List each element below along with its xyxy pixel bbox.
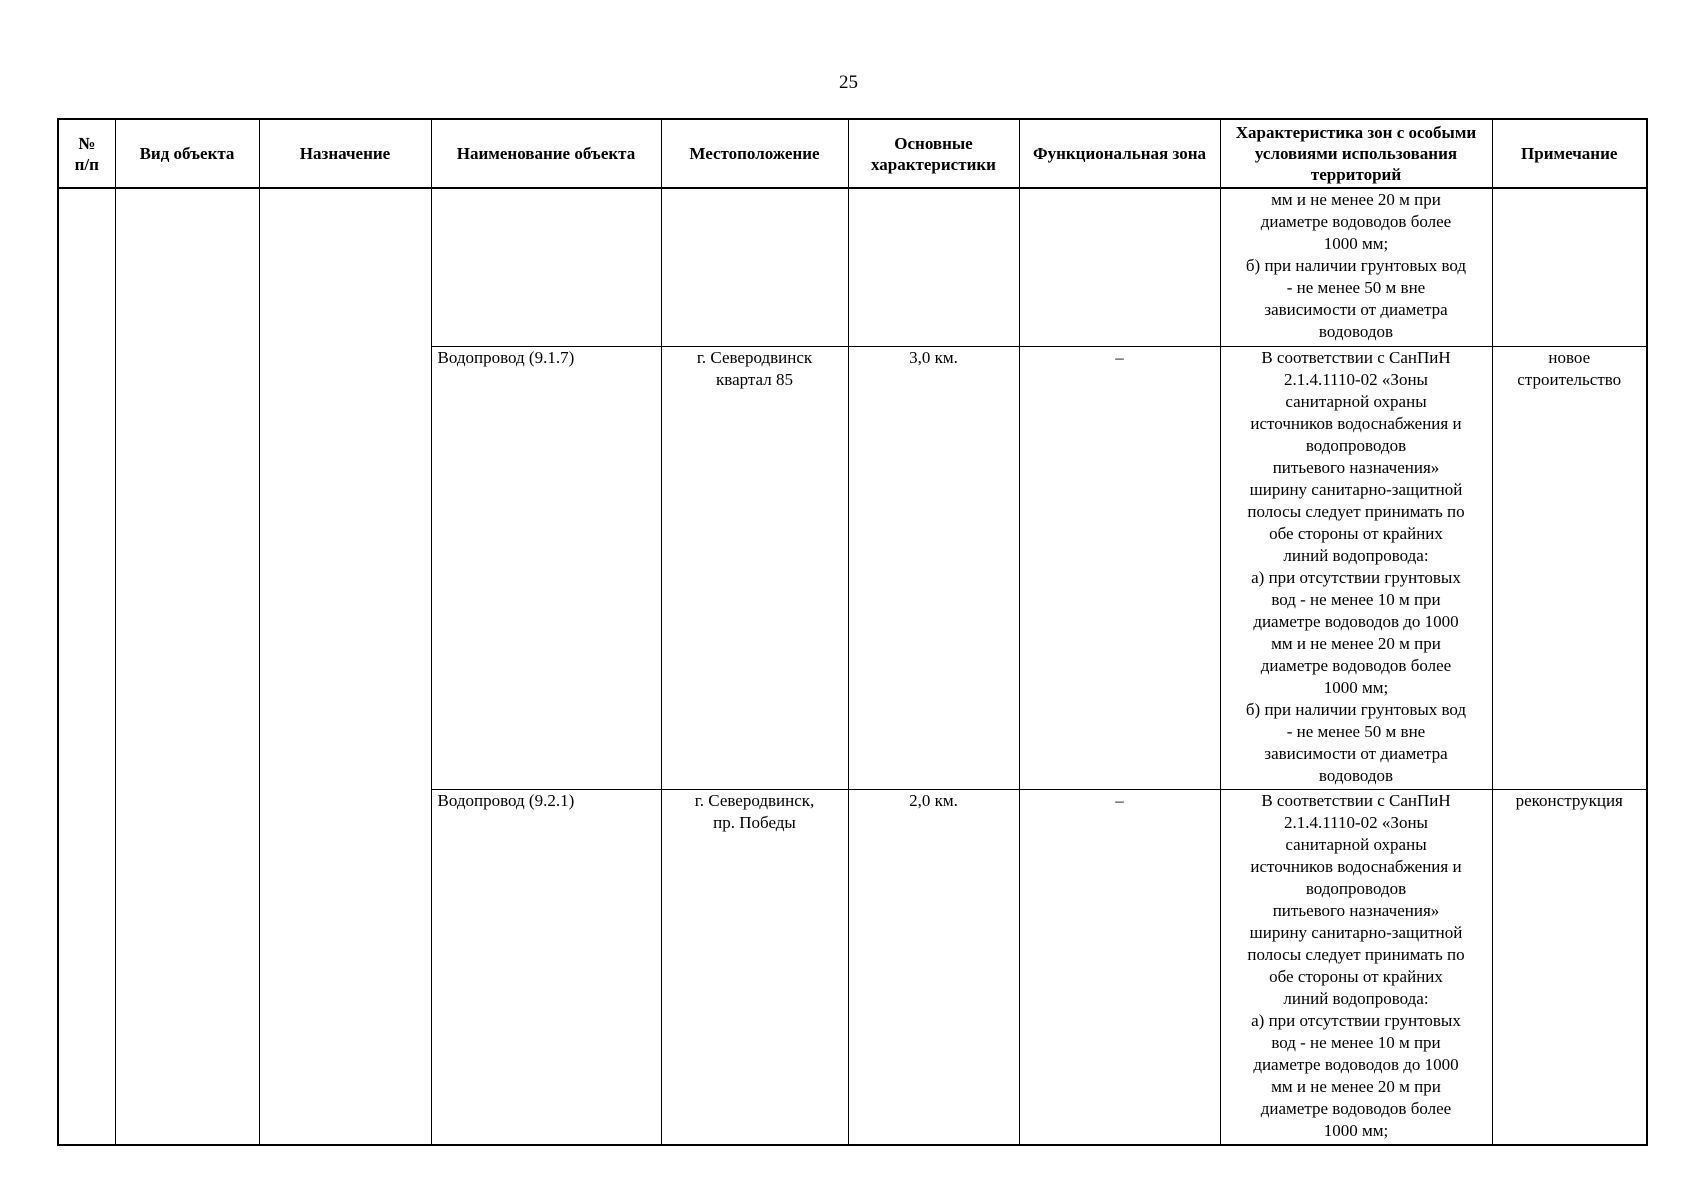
header-characteristics: Основные характеристики <box>848 119 1019 188</box>
cell-zone-characteristics: В соответствии с СанПиН 2.1.4.1110-02 «Зоны санитарной охраны источников водоснабжения и водопроводов питьевого назначения» ширину санитарно-защитной полосы следует принимать по обе стороны от крайних линий водопровода: а) при отсутствии грунтовых вод - не менее 10 м при диаметре водоводов до 1000 мм и не менее 20 м при диаметре водоводов более 1000 мм; б) при наличии грунтовых вод - не менее 50 м вне зависимости от диаметра водоводов <box>1220 347 1492 790</box>
cell-zone-characteristics: мм и не менее 20 м при диаметре водоводов более 1000 мм; б) при наличии грунтовых вод - не менее 50 м вне зависимости от диаметра водоводов <box>1220 188 1492 347</box>
cell-characteristics: 2,0 км. <box>848 790 1019 1146</box>
cell-location <box>661 188 848 347</box>
cell-functional-zone: – <box>1019 790 1220 1146</box>
header-number: № п/п <box>58 119 115 188</box>
cell-characteristics: 3,0 км. <box>848 347 1019 790</box>
cell-note <box>1492 188 1647 347</box>
header-functional-zone: Функциональная зона <box>1019 119 1220 188</box>
objects-table <box>57 118 1648 1146</box>
header-note: Примечание <box>1492 119 1647 188</box>
header-zone-characteristics: Характеристика зон с особыми условиями использования территорий <box>1220 119 1492 188</box>
header-object-name: Наименование объекта <box>431 119 661 188</box>
cell-location: г. Северодвинск квартал 85 <box>661 347 848 790</box>
cell-object-name: Водопровод (9.1.7) <box>431 347 661 790</box>
table-header-row <box>58 119 1647 188</box>
header-location: Местоположение <box>661 119 848 188</box>
page-number: 25 <box>839 72 858 93</box>
cell-location: г. Северодвинск, пр. Победы <box>661 790 848 1146</box>
cell-note: реконструкция <box>1492 790 1647 1146</box>
table-row-continued <box>58 188 1647 347</box>
header-purpose: Назначение <box>259 119 431 188</box>
cell-zone-characteristics: В соответствии с СанПиН 2.1.4.1110-02 «Зоны санитарной охраны источников водоснабжения и водопроводов питьевого назначения» ширину санитарно-защитной полосы следует принимать по обе стороны от крайних линий водопровода: а) при отсутствии грунтовых вод - не менее 10 м при диаметре водоводов до 1000 мм и не менее 20 м при диаметре водоводов более 1000 мм; <box>1220 790 1492 1146</box>
cell-characteristics <box>848 188 1019 347</box>
cell-object-type <box>115 188 259 1145</box>
cell-purpose <box>259 188 431 1145</box>
cell-note: новое строительство <box>1492 347 1647 790</box>
cell-object-name <box>431 188 661 347</box>
cell-number <box>58 188 115 1145</box>
cell-object-name: Водопровод (9.2.1) <box>431 790 661 1146</box>
header-object-type: Вид объекта <box>115 119 259 188</box>
cell-functional-zone <box>1019 188 1220 347</box>
cell-functional-zone: – <box>1019 347 1220 790</box>
